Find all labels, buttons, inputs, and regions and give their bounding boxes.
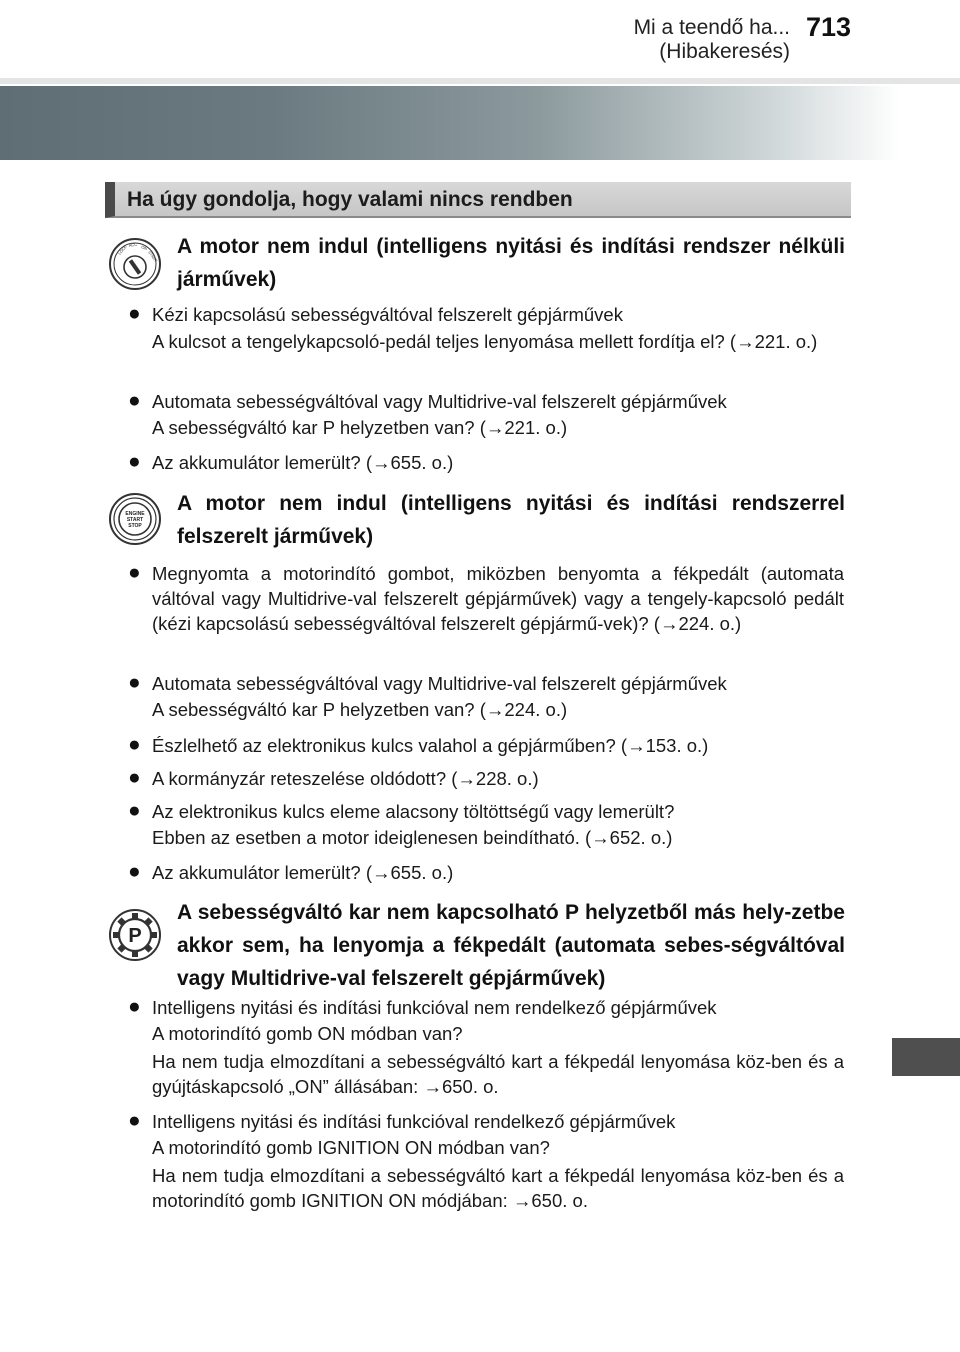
start-stop-graphic xyxy=(111,495,159,543)
bullet-icon: ● xyxy=(128,561,141,584)
block-1-item-2-line-2: A sebességváltó kar P helyzetben van? (→221. o.) xyxy=(152,417,568,438)
bullet-icon: ● xyxy=(128,733,141,756)
ignition-label-on: ON xyxy=(140,244,149,251)
bullet-icon: ● xyxy=(128,799,141,822)
block-2-item-6-line-1: Az akkumulátor lemerült? (→655. o.) xyxy=(152,862,454,883)
block-1-item-1-line-2: A kulcsot a tengelykapcsoló-pedál teljes lenyomása mellett fordítja el? (→221. o.) xyxy=(152,331,818,352)
start-stop-label-start: START xyxy=(126,517,144,523)
engine-start-stop-button-icon xyxy=(109,493,161,545)
bullet-icon: ● xyxy=(128,671,141,694)
bullet-icon: ● xyxy=(128,450,141,473)
ignition-key-switch-graphic xyxy=(111,240,159,288)
ignition-key-switch-icon xyxy=(109,238,161,290)
section-heading xyxy=(105,182,851,218)
bullet-icon: ● xyxy=(128,389,141,412)
page-number: 713 xyxy=(806,12,852,42)
block-1-heading: A motor nem indul (intelligens nyitási és indítási rendszer nélküli járművek) xyxy=(177,235,845,291)
section-heading-text: Ha úgy gondolja, hogy valami nincs rendben xyxy=(127,188,573,211)
start-stop-label-engine: ENGINE xyxy=(125,511,145,517)
bullet-icon: ● xyxy=(128,1109,141,1132)
section-thumb-tab xyxy=(892,1038,960,1076)
header-banner xyxy=(0,86,900,160)
block-1-item-2-line-1: Automata sebességváltóval vagy Multidrive-val felszerelt gépjárművek xyxy=(152,391,727,412)
block-3-item-1-line-2: A motorindító gomb ON módban van? xyxy=(152,1023,463,1044)
shift-lock-p-gear-icon xyxy=(109,909,161,961)
block-3-item-2-line-1: Intelligens nyitási és indítási funkcióval rendelkező gépjárművek xyxy=(152,1111,676,1132)
start-stop-label-stop: STOP xyxy=(128,523,142,529)
block-3-item-1-line-1: Intelligens nyitási és indítási funkcióval nem rendelkező gépjárművek xyxy=(152,997,717,1018)
block-1-item-3-line-1: Az akkumulátor lemerült? (→655. o.) xyxy=(152,452,454,473)
block-1-item-1-line-1: Kézi kapcsolású sebességváltóval felszerelt gépjárművek xyxy=(152,304,623,325)
block-3-item-2-line-2: A motorindító gomb IGNITION ON módban van? xyxy=(152,1137,550,1158)
block-2-item-2-line-2: A sebességváltó kar P helyzetben van? (→224. o.) xyxy=(152,699,568,720)
shift-p-gear-graphic xyxy=(111,911,159,959)
block-2-heading: A motor nem indul (intelligens nyitási és indítási rendszerrel felszerelt járművek) xyxy=(177,492,845,548)
running-header-title: Mi a teendő ha... (Hibakeresés) xyxy=(633,16,790,63)
block-2-item-2-line-1: Automata sebességváltóval vagy Multidrive-val felszerelt gépjárművek xyxy=(152,673,727,694)
bullet-icon: ● xyxy=(128,766,141,789)
block-2-item-5-line-1: Az elektronikus kulcs eleme alacsony töltöttségű vagy lemerült? xyxy=(152,801,675,822)
bullet-icon: ● xyxy=(128,860,141,883)
block-2-item-3-line-1: Észlelhető az elektronikus kulcs valahol a gépjárműben? (→153. o.) xyxy=(152,735,709,756)
block-2-item-1-line-1: Megnyomta a motorindító gombot, miközben benyomta a fékpedált (automata váltóval vagy Multidrive-val felszerelt gépjárművek) vagy a tengely-kapcsoló pedált (kézi kapcsolású sebességváltóval felszerelt gépjármű-vek)? (→224. o.) xyxy=(152,563,844,634)
block-2-item-5-line-2: Ebben az esetben a motor ideiglenesen beindítható. (→652. o.) xyxy=(152,827,673,848)
block-2-item-4-line-1: A kormányzár reteszelése oldódott? (→228. o.) xyxy=(152,768,539,789)
ignition-label-acc: ACC xyxy=(128,241,138,248)
block-3-item-1-extra: Ha nem tudja elmozdítani a sebességváltó kart a fékpedál lenyomása köz-ben és a gyújtáskapcsoló „ON” állásában: →650. o. xyxy=(152,1051,844,1097)
shift-p-label: P xyxy=(128,925,142,947)
bullet-icon: ● xyxy=(128,302,141,325)
ignition-label-start: START xyxy=(147,249,159,264)
block-3-item-2-extra: Ha nem tudja elmozdítani a sebességváltó kart a fékpedál lenyomása köz-ben és a motorindító gomb IGNITION ON módjában: →650. o. xyxy=(152,1165,844,1211)
block-3-heading: A sebességváltó kar nem kapcsolható P helyzetből más hely-zetbe akkor sem, ha lenyomja a fékpedált (automata sebes-ségváltóval vagy Multidrive-val felszerelt gépjárművek) xyxy=(177,901,845,990)
bullet-icon: ● xyxy=(128,995,141,1018)
header-rule xyxy=(0,78,960,84)
ignition-label-lock: LOCK xyxy=(116,244,128,256)
